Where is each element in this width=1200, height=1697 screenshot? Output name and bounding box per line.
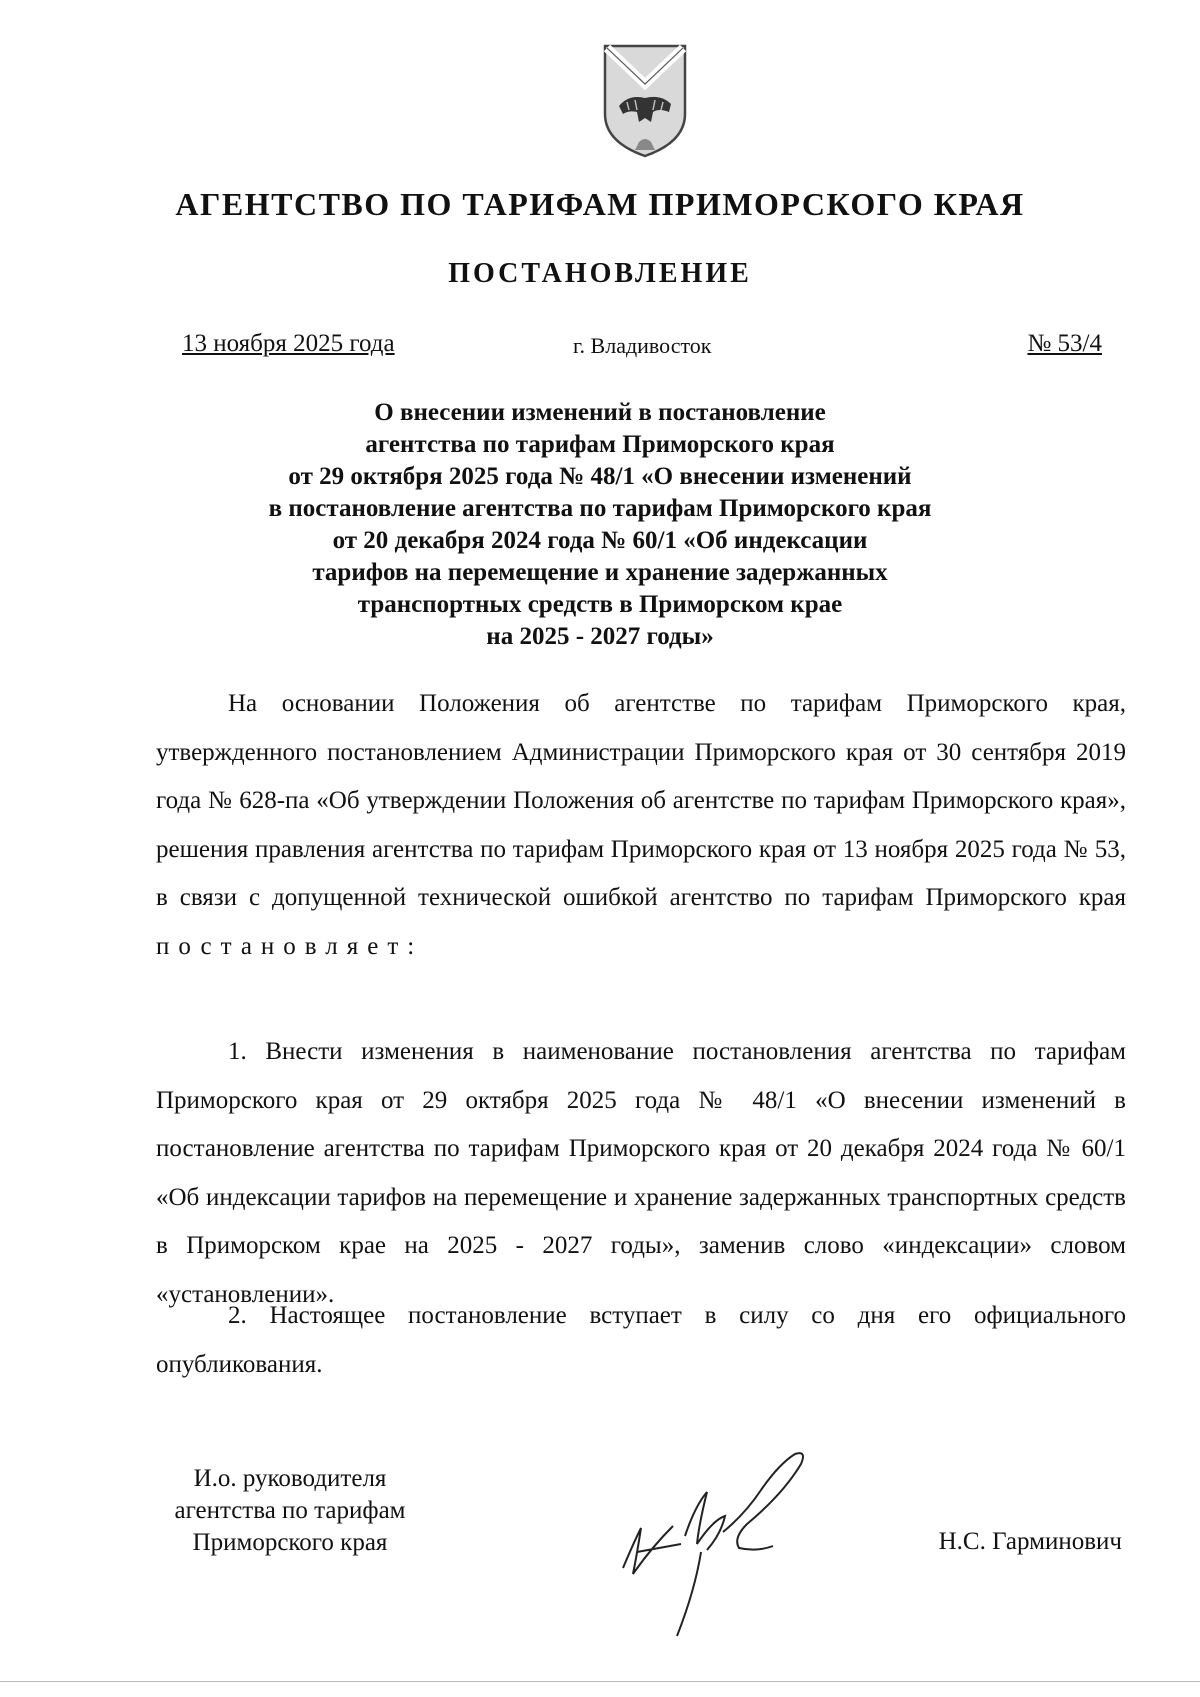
signer-title-line: агентства по тарифам [174, 1497, 406, 1524]
document-subject [200, 397, 1000, 653]
subject-line: тарифов на перемещение и хранение задержанных [312, 559, 888, 586]
decree-word: постановляет: [156, 932, 424, 960]
organization-title: АГЕНТСТВО ПО ТАРИФАМ ПРИМОРСКОГО КРАЯ [175, 186, 1025, 222]
scan-edge-line [0, 1681, 1200, 1682]
document-city: г. Владивосток [573, 333, 712, 358]
document-type: ПОСТАНОВЛЕНИЕ [448, 258, 752, 289]
coat-of-arms-icon [599, 40, 691, 160]
subject-line: агентства по тарифам Приморского края [365, 431, 835, 458]
preamble-paragraph [156, 680, 1126, 971]
subject-line: от 29 октября 2025 года № 48/1 «О внесении изменений [288, 463, 912, 490]
subject-line: от 20 декабря 2024 года № 60/1 «Об индексации [332, 527, 868, 554]
document-number: № 53/4 [1027, 330, 1102, 357]
clause-1-paragraph: 1. Внести изменения в наименование постановления агентства по тарифам Приморского края от 29 октября 2025 года № 48/1 «О внесении изменений в постановление агентства по тарифам Приморского края от 20 декабря 2024 года № 60/1 «Об индексации тарифов на перемещение и хранение задержанных транспортных средств в Приморском крае на 2025 - 2027 годы», заменив слово «индексации» словом «установлении». [156, 1038, 1126, 1308]
signer-title [140, 1463, 440, 1559]
signature-icon [615, 1440, 825, 1640]
subject-line: транспортных средств в Приморском крае [357, 591, 843, 618]
clause-2-paragraph: 2. Настоящее постановление вступает в силу со дня его официального опубликования. [156, 1302, 1126, 1378]
subject-line: в постановление агентства по тарифам Приморского края [268, 495, 932, 522]
document-date: 13 ноября 2025 года [182, 330, 395, 357]
subject-line: на 2025 - 2027 годы» [486, 623, 714, 650]
signer-name: Н.С. Гарминович [938, 1528, 1122, 1555]
preamble-text: На основании Положения об агентстве по тарифам Приморского края, утвержденного постановлением Администрации Приморского края от 30 сентября 2019 года № 628-па «Об утверждении Положения об агентстве по тарифам Приморского края», решения правления агентства по тарифам Приморского края от 13 ноября 2025 года № 53, в связи с допущенной технической ошибкой агентство по тарифам Приморского края [156, 690, 1126, 911]
signer-title-line: Приморского края [192, 1529, 388, 1556]
signer-title-line: И.о. руководителя [193, 1465, 387, 1492]
subject-line: О внесении изменений в постановление [374, 399, 826, 426]
